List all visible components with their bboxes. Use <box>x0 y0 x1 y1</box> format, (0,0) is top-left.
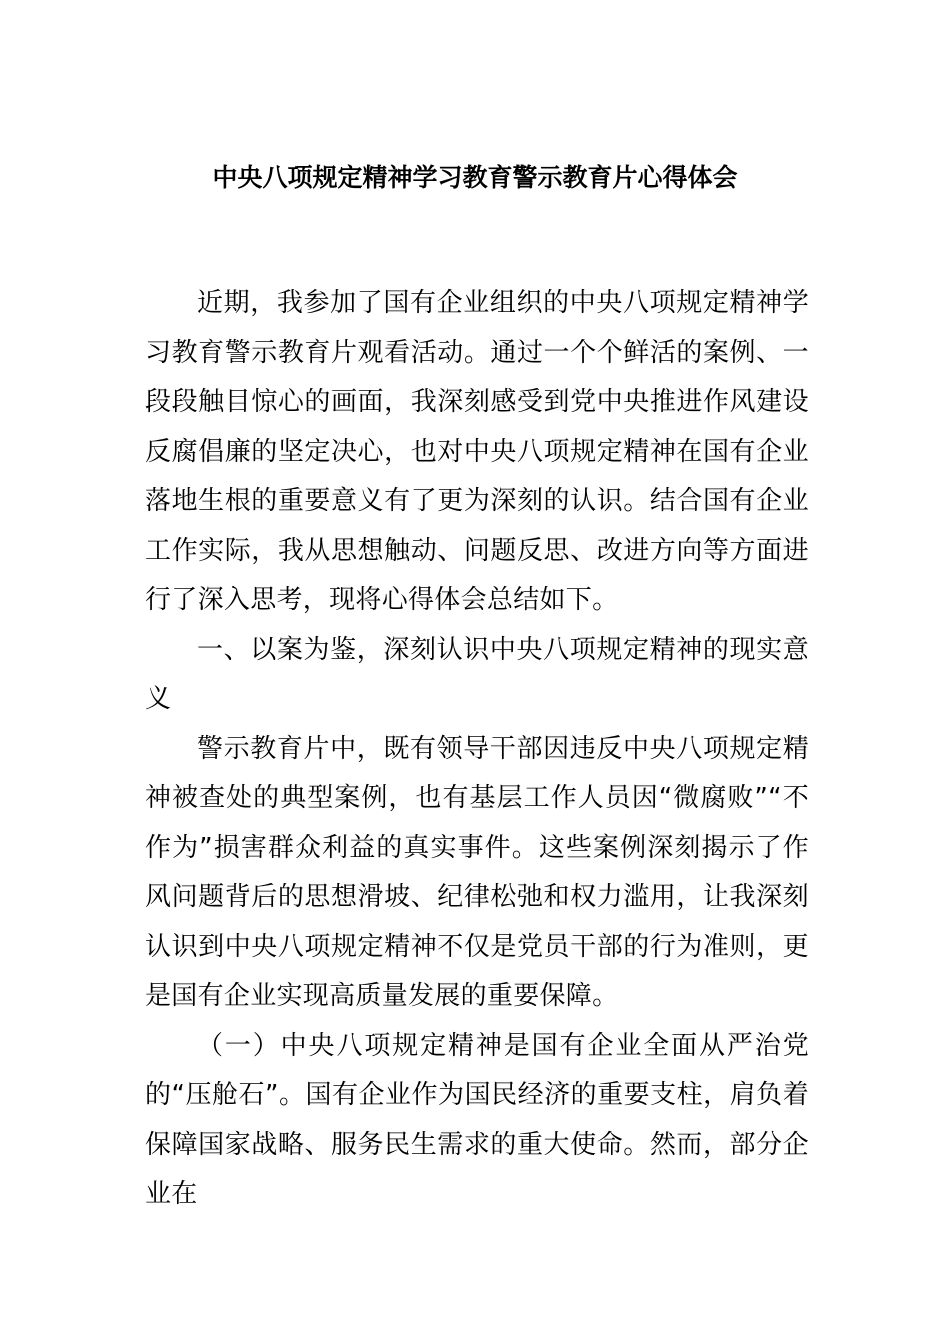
paragraph-cases: 警示教育片中，既有领导干部因违反中央八项规定精神被查处的典型案例，也有基层工作人员因“微腐败”“不作为”损害群众利益的真实事件。这些案例深刻揭示了作风问题背后的思想滑坡、纪律松弛和权力滥用，让我深刻认识到中央八项规定精神不仅是党员干部的行为准则，更是国有企业实现高质量发展的重要保障。 <box>145 733 809 1011</box>
document-body <box>145 279 809 1220</box>
subsection-1-paragraph: （一）中央八项规定精神是国有企业全面从严治党的“压舱石”。国有企业作为国民经济的重要支柱，肩负着保障国家战略、服务民生需求的重大使命。然而，部分企业在 <box>145 1030 809 1209</box>
paragraph-intro: 近期，我参加了国有企业组织的中央八项规定精神学习教育警示教育片观看活动。通过一个个鲜活的案例、一段段触目惊心的画面，我深刻感受到党中央推进作风建设反腐倡廉的坚定决心，也对中央八项规定精神在国有企业落地生根的重要意义有了更为深刻的认识。结合国有企业工作实际，我从思想触动、问题反思、改进方向等方面进行了深入思考，现将心得体会总结如下。 <box>145 288 809 615</box>
document-title: 中央八项规定精神学习教育警示教育片心得体会 <box>212 163 738 192</box>
section-heading-1: 一、以案为鉴，深刻认识中央八项规定精神的现实意义 <box>145 634 809 714</box>
